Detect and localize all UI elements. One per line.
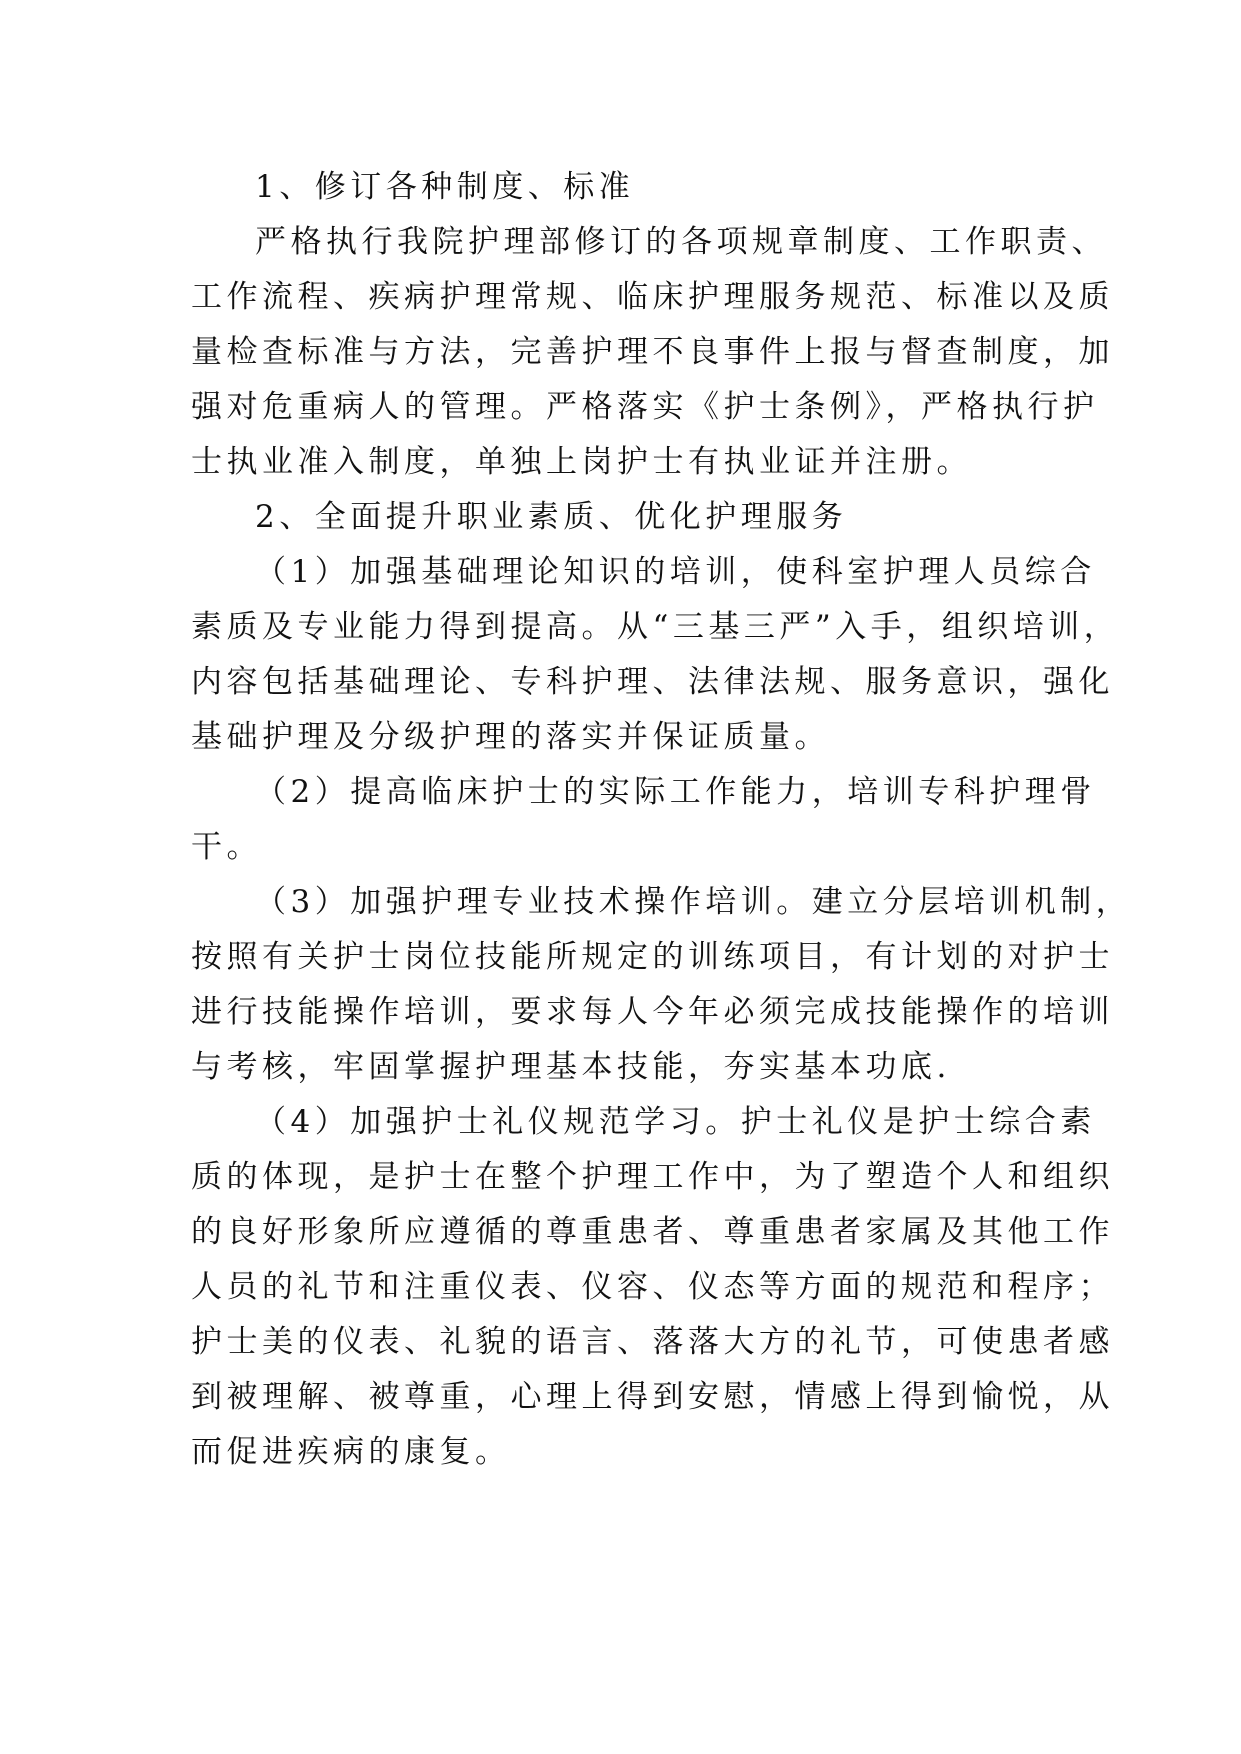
text-line: 质的体现，是护士在整个护理工作中，为了塑造个人和组织 bbox=[191, 1159, 1114, 1195]
text-line: 士执业准入制度，单独上岗护士有执业证并注册。 bbox=[191, 444, 972, 480]
text-line: （4）加强护士礼仪规范学习。护士礼仪是护士综合素 bbox=[255, 1104, 1096, 1140]
text-line: （2）提高临床护士的实际工作能力，培训专科护理骨 bbox=[255, 774, 1096, 810]
text-line: 按照有关护士岗位技能所规定的训练项目，有计划的对护士 bbox=[191, 939, 1114, 975]
text-line: 进行技能操作培训，要求每人今年必须完成技能操作的培训 bbox=[191, 994, 1114, 1030]
text-line: 素质及专业能力得到提高。从“三基三严”入手，组织培训， bbox=[191, 609, 1120, 645]
text-line: 与考核，牢固掌握护理基本技能，夯实基本功底. bbox=[191, 1049, 951, 1085]
text-line: 护士美的仪表、礼貌的语言、落落大方的礼节，可使患者感 bbox=[191, 1324, 1114, 1360]
text-line: 而促进疾病的康复。 bbox=[191, 1434, 511, 1470]
text-line: （1）加强基础理论知识的培训，使科室护理人员综合 bbox=[255, 554, 1096, 590]
text-line: 1、修订各种制度、标准 bbox=[255, 169, 635, 205]
text-line: 严格执行我院护理部修订的各项规章制度、工作职责、 bbox=[255, 224, 1107, 260]
text-line: 量检查标准与方法，完善护理不良事件上报与督查制度，加 bbox=[191, 334, 1114, 370]
text-line: 人员的礼节和注重仪表、仪容、仪态等方面的规范和程序； bbox=[191, 1269, 1114, 1305]
text-line: 2、全面提升职业素质、优化护理服务 bbox=[255, 499, 848, 535]
text-line: 基础护理及分级护理的落实并保证质量。 bbox=[191, 719, 830, 755]
text-line: 的良好形象所应遵循的尊重患者、尊重患者家属及其他工作 bbox=[191, 1214, 1114, 1250]
text-line: 内容包括基础理论、专科护理、法律法规、服务意识，强化 bbox=[191, 664, 1114, 700]
text-line: 干。 bbox=[191, 829, 262, 865]
text-line: 强对危重病人的管理。严格落实《护士条例》，严格执行护 bbox=[191, 389, 1099, 425]
text-line: （3）加强护理专业技术操作培训。建立分层培训机制， bbox=[255, 884, 1132, 920]
text-line: 到被理解、被尊重，心理上得到安慰，情感上得到愉悦，从 bbox=[191, 1379, 1114, 1415]
text-line: 工作流程、疾病护理常规、临床护理服务规范、标准以及质 bbox=[191, 279, 1114, 315]
